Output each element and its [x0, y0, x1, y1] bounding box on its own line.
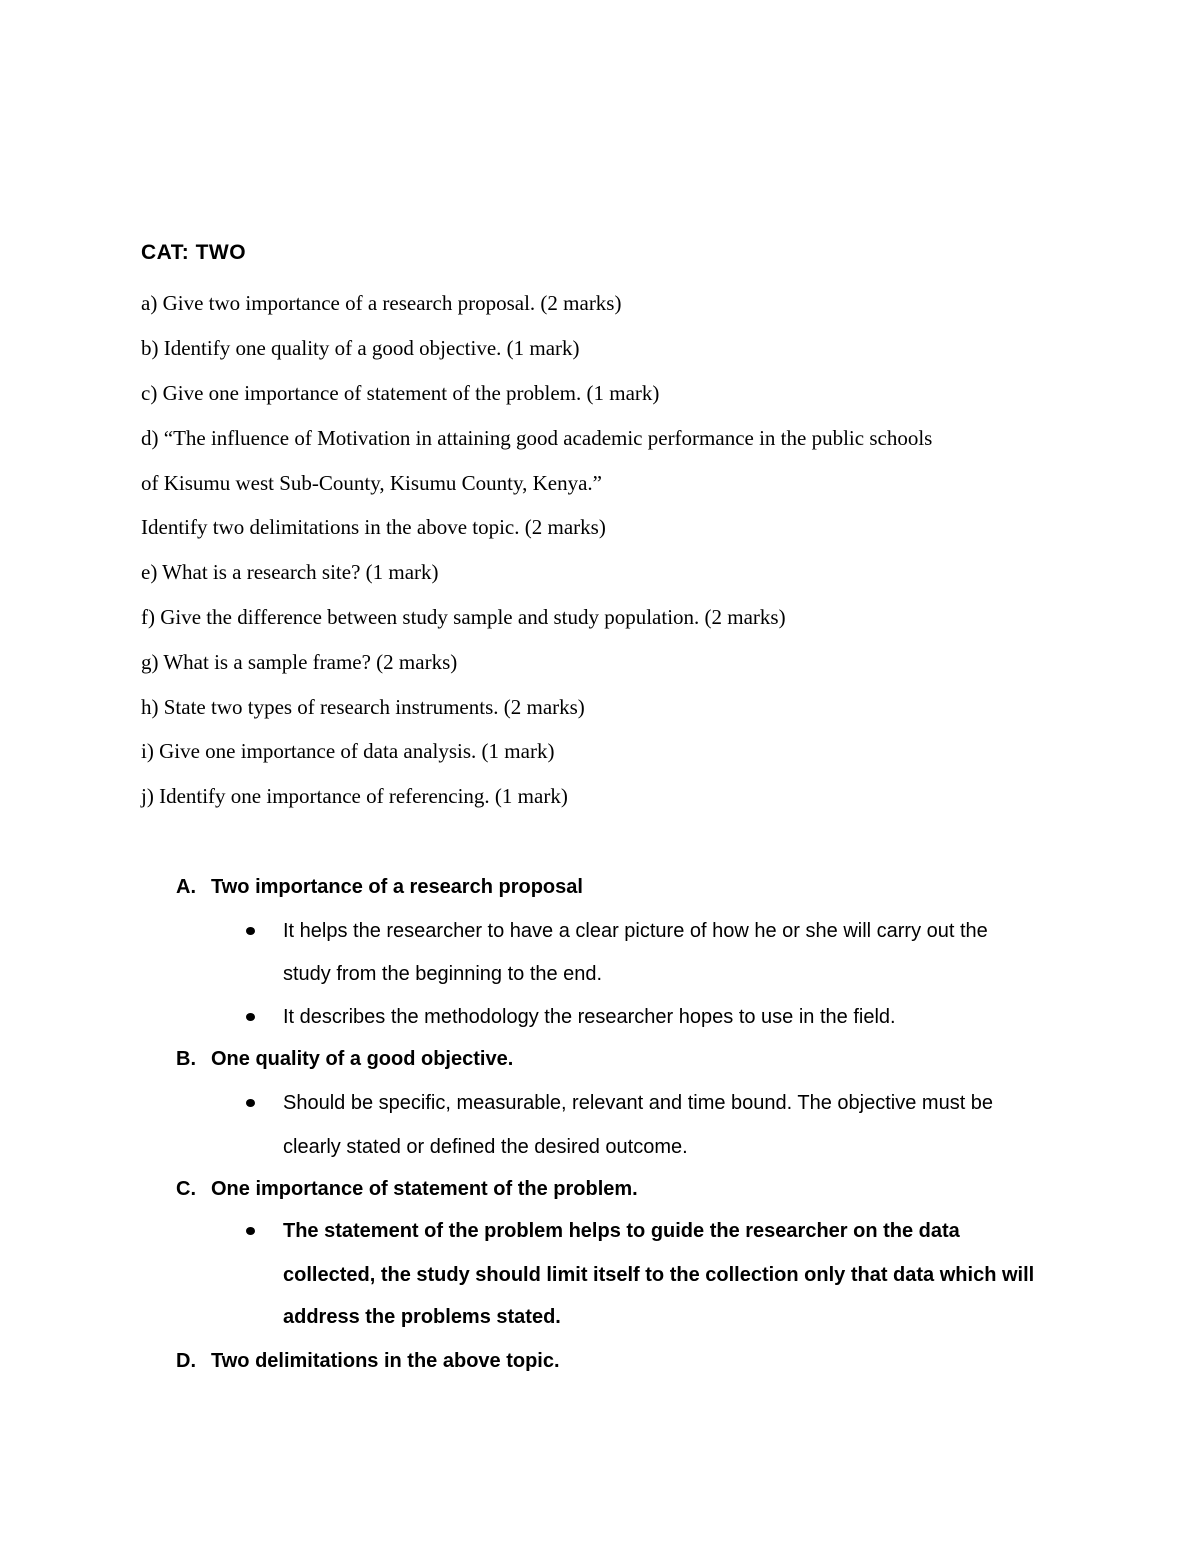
question-h: h) State two types of research instruments. (2 marks)	[141, 695, 585, 719]
answer-d-letter: D.	[176, 1350, 196, 1372]
bullet-icon	[246, 1013, 255, 1021]
answer-a-heading	[176, 874, 583, 900]
bullet-icon	[246, 927, 255, 935]
answer-c-bullet-1-line-2: collected, the study should limit itself to the collection only that data which will	[283, 1264, 1035, 1286]
answer-b-bullet-1-line-1: Should be specific, measurable, relevant and time bound. The objective must be	[283, 1092, 994, 1114]
question-d-line-2: of Kisumu west Sub-County, Kisumu County, Kenya.”	[141, 471, 603, 495]
answer-c-letter: C.	[176, 1178, 196, 1200]
question-j: j) Identify one importance of referencing. (1 mark)	[141, 784, 568, 808]
answer-a-bullet-2-line-1: It describes the methodology the researcher hopes to use in the field.	[283, 1006, 896, 1028]
answer-d-title: Two delimitations in the above topic.	[211, 1350, 560, 1372]
question-g: g) What is a sample frame? (2 marks)	[141, 650, 458, 674]
answer-b-bullet-1-line-2: clearly stated or defined the desired outcome.	[283, 1136, 688, 1158]
answer-b-title: One quality of a good objective.	[211, 1048, 514, 1070]
question-d-line-3: Identify two delimitations in the above topic. (2 marks)	[141, 515, 606, 539]
answer-c-title: One importance of statement of the problem.	[211, 1178, 638, 1200]
question-b: b) Identify one quality of a good objective. (1 mark)	[141, 336, 580, 360]
question-e: e) What is a research site? (1 mark)	[141, 560, 439, 584]
document-title: CAT: TWO	[141, 241, 247, 264]
answer-c-heading	[176, 1176, 638, 1202]
question-a: a) Give two importance of a research proposal. (2 marks)	[141, 291, 622, 315]
answer-c-bullet-1-line-3: address the problems stated.	[283, 1306, 561, 1328]
answer-a-letter: A.	[176, 876, 196, 898]
answer-b-heading	[176, 1046, 513, 1072]
question-f: f) Give the difference between study sample and study population. (2 marks)	[141, 605, 786, 629]
bullet-icon	[246, 1099, 255, 1107]
bullet-icon	[246, 1227, 255, 1235]
answer-a-title: Two importance of a research proposal	[211, 876, 583, 898]
question-c: c) Give one importance of statement of the problem. (1 mark)	[141, 381, 660, 405]
answer-a-bullet-1-line-1: It helps the researcher to have a clear picture of how he or she will carry out the	[283, 920, 988, 942]
answer-d-heading	[176, 1348, 560, 1374]
answer-a-bullet-1-line-2: study from the beginning to the end.	[283, 963, 603, 985]
question-d-line-1: d) “The influence of Motivation in attaining good academic performance in the public schools	[141, 426, 933, 450]
answer-b-letter: B.	[176, 1048, 196, 1070]
answer-c-bullet-1-line-1: The statement of the problem helps to guide the researcher on the data	[283, 1220, 960, 1242]
question-i: i) Give one importance of data analysis. (1 mark)	[141, 739, 555, 763]
